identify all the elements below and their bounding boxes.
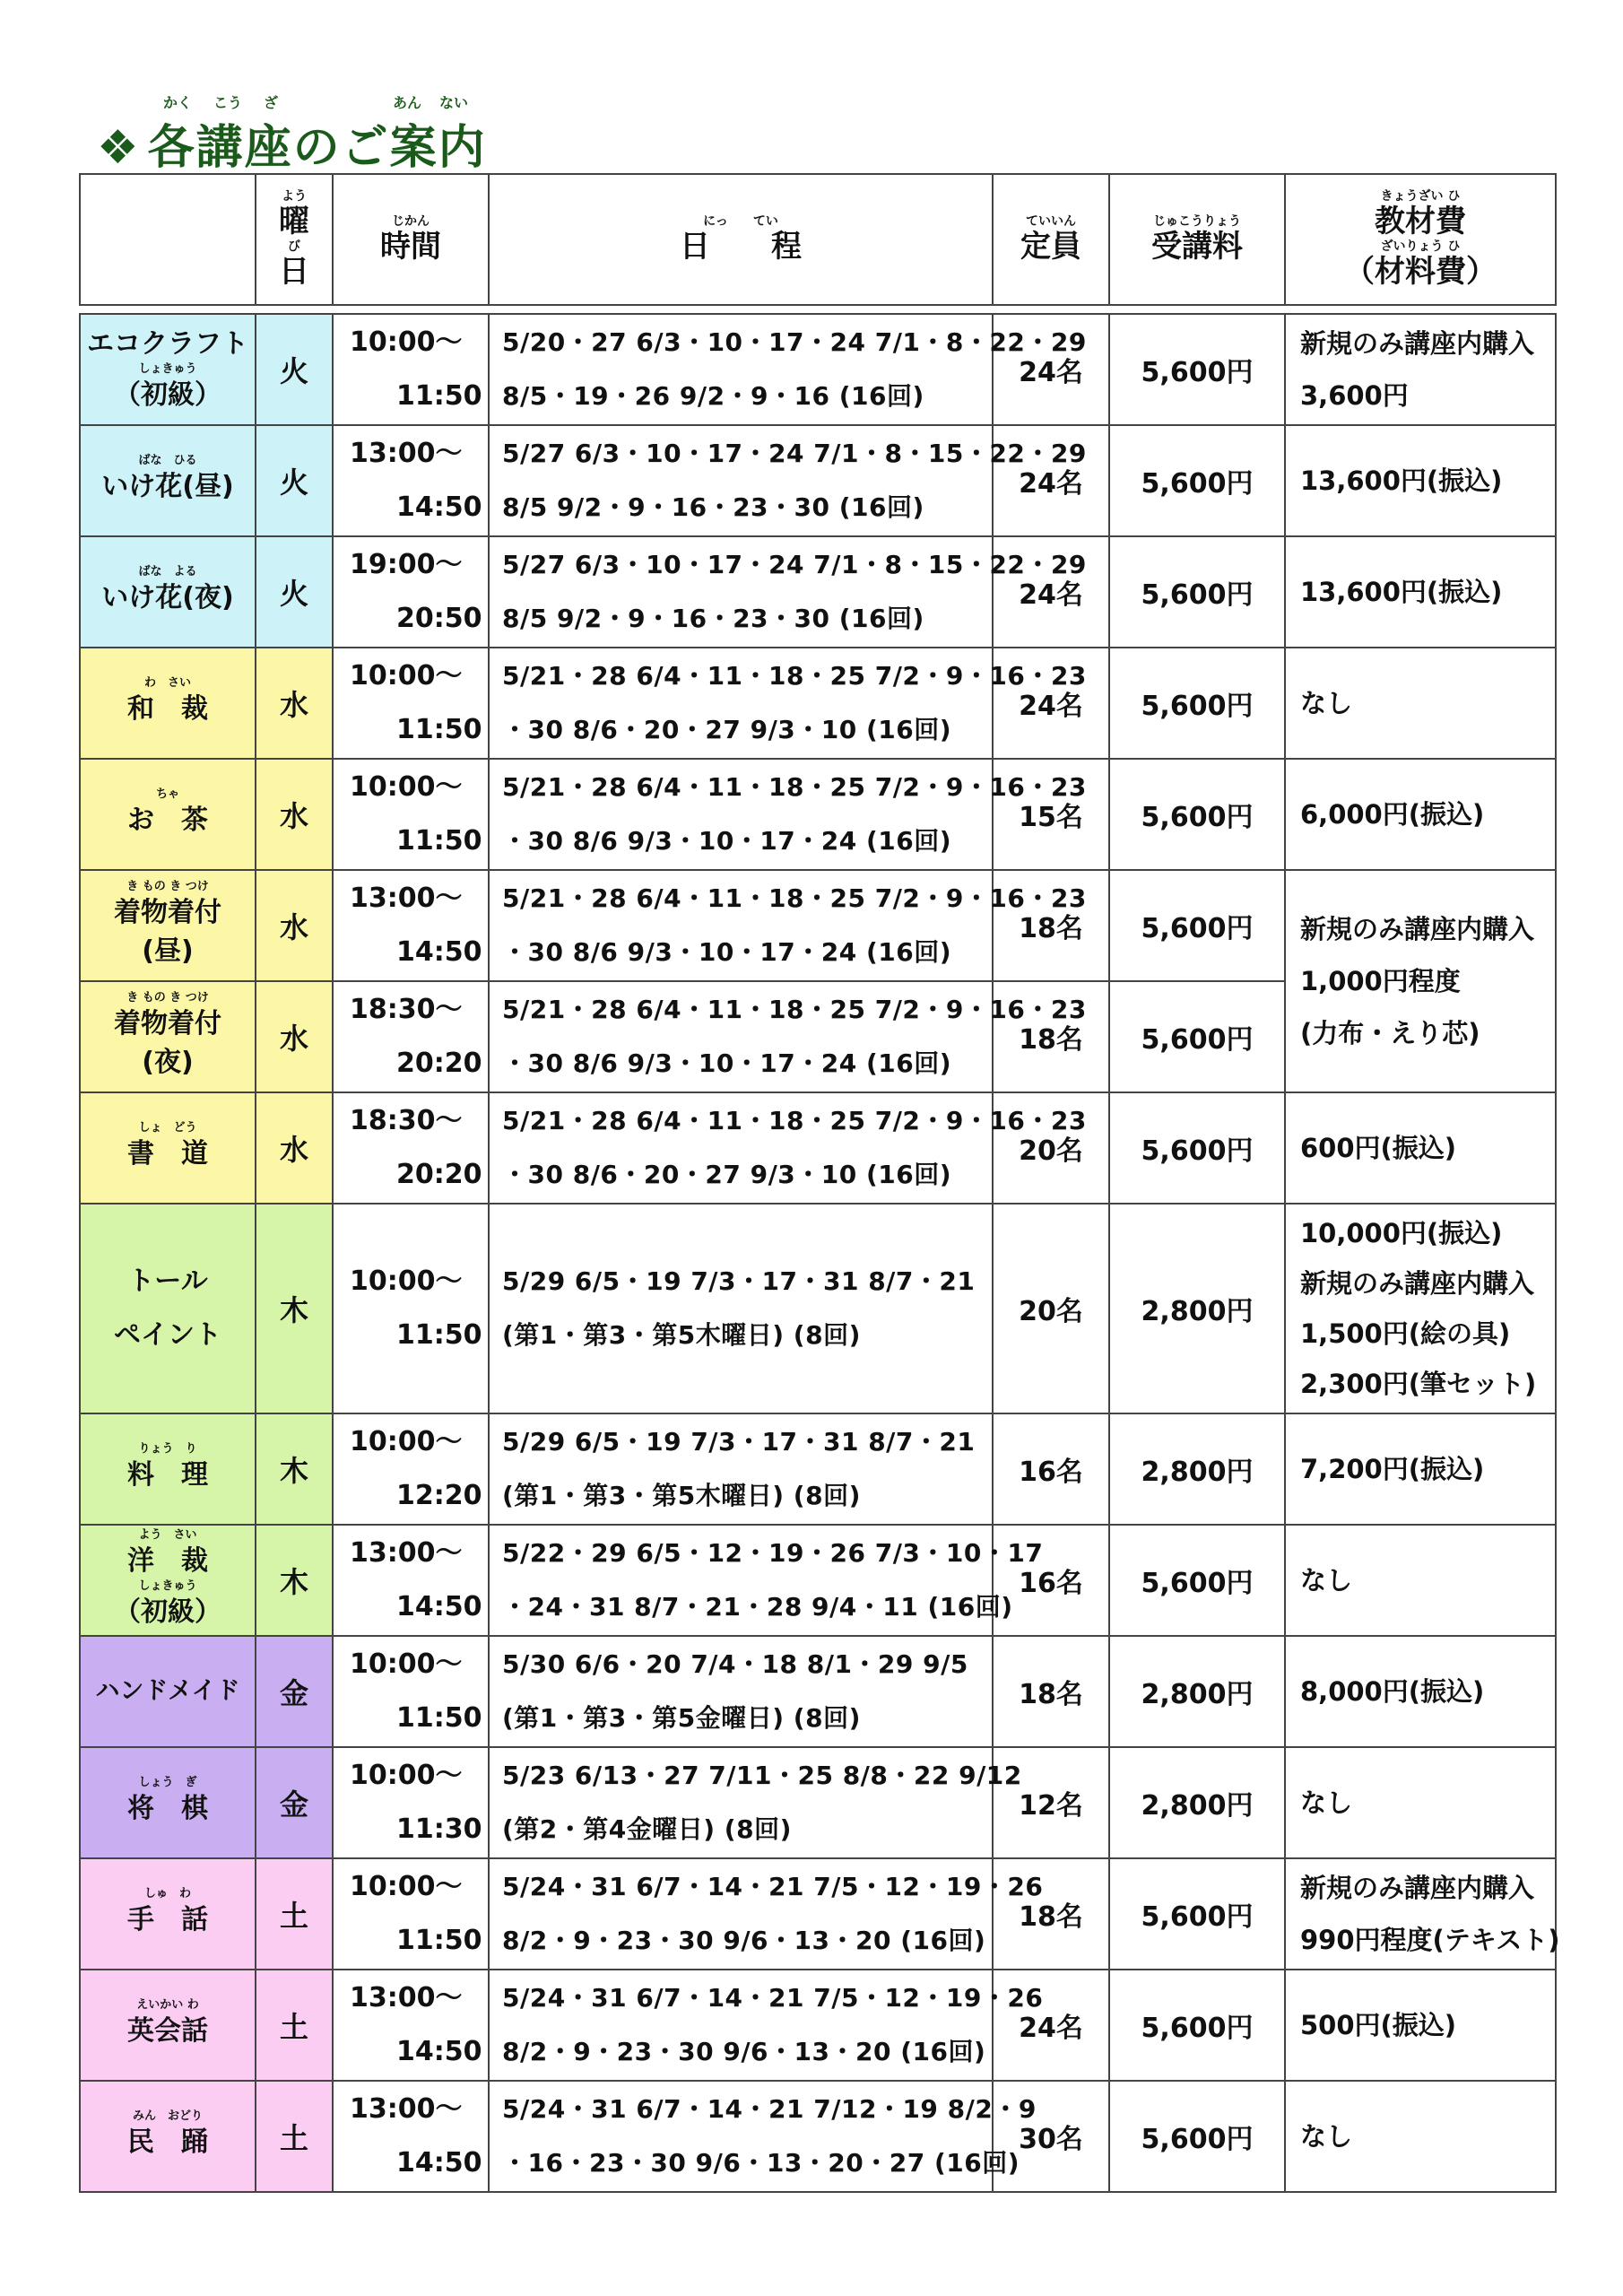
title-ruby-kou: こう	[213, 94, 243, 111]
time-end: 20:20	[396, 1048, 482, 1079]
course-name-sub: (昼)	[142, 935, 194, 967]
course-schedule	[489, 1636, 993, 1747]
course-fee: 5,600円	[1109, 981, 1285, 1092]
course-name	[80, 870, 256, 981]
course-day: 水	[256, 981, 333, 1092]
course-capacity: 15名	[993, 759, 1109, 870]
header-time-ruby: じかん	[392, 214, 430, 229]
course-fee: 5,600円	[1109, 759, 1285, 870]
schedule-line2: ・30 8/6・20・27 9/3・10 (16回)	[502, 715, 952, 744]
schedule-line2: 8/5 9/2・9・16・23・30 (16回)	[502, 604, 924, 633]
course-capacity: 18名	[993, 1858, 1109, 1970]
time-start: 10:00～	[350, 1760, 463, 1791]
schedule-line1: 5/27 6/3・10・17・24 7/1・8・15・22・29	[502, 550, 1087, 579]
course-fee: 5,600円	[1109, 536, 1285, 648]
course-name-ruby: わ さい	[143, 676, 191, 691]
course-fee: 2,800円	[1109, 1636, 1285, 1747]
course-time	[333, 536, 489, 648]
course-fee: 5,600円	[1109, 1858, 1285, 1970]
course-name-ruby: しゅ わ	[143, 1887, 191, 1901]
time-end: 20:50	[396, 603, 482, 634]
schedule-line2: ・16・23・30 9/6・13・20・27 (16回)	[502, 2148, 1020, 2178]
time-start: 10:00～	[350, 1871, 463, 1902]
material-line2: 3,600円	[1300, 380, 1409, 411]
course-day: 金	[256, 1636, 333, 1747]
schedule-line2: ・30 8/6・20・27 9/3・10 (16回)	[502, 1160, 952, 1189]
header-fee-ruby: じゅこうりょう	[1153, 214, 1241, 229]
material-line1: 新規のみ講座内購入	[1300, 328, 1535, 359]
course-schedule	[489, 1747, 1022, 1858]
course-name-text: 着物着付	[114, 896, 221, 928]
schedule-line1: 5/29 6/5・19 7/3・17・31 8/7・21	[502, 1427, 976, 1457]
schedule-line2: 8/2・9・23・30 9/6・13・20 (16回)	[502, 1926, 986, 1955]
course-name	[80, 981, 256, 1092]
course-capacity: 24名	[993, 1970, 1109, 2081]
course-name-ruby: えいかい わ	[136, 1998, 199, 2013]
schedule-line1: 5/27 6/3・10・17・24 7/1・8・15・22・29	[502, 439, 1087, 468]
course-fee: 5,600円	[1109, 648, 1285, 759]
schedule-line1: 5/24・31 6/7・14・21 7/5・12・19・26	[502, 1983, 1044, 2013]
course-day: 水	[256, 759, 333, 870]
time-start: 13:00～	[350, 1537, 463, 1569]
table-row	[80, 870, 1556, 981]
course-material	[1285, 648, 1556, 759]
schedule-line2: (第2・第4金曜日) (8回)	[502, 1814, 792, 1844]
header-gap	[80, 305, 1556, 314]
course-name-ruby: しょ どう	[138, 1121, 197, 1135]
header-row	[80, 174, 1556, 305]
header-capacity	[993, 174, 1109, 305]
material-line3: (力布・えり芯)	[1300, 1018, 1480, 1048]
course-time	[333, 1858, 489, 1970]
course-name-text: 民 踊	[127, 2126, 208, 2159]
course-name-text: 書 道	[127, 1138, 208, 1170]
header-day-ruby2: び	[288, 239, 300, 254]
course-name-ruby: しょきゅう	[138, 362, 197, 376]
course-time	[333, 425, 489, 536]
time-start: 13:00～	[350, 883, 463, 914]
table-row	[80, 1858, 1556, 1970]
header-material-label: 教材費	[1375, 204, 1466, 239]
table-row	[80, 314, 1556, 425]
course-name-text: 和 裁	[127, 693, 208, 726]
course-capacity: 12名	[993, 1747, 1109, 1858]
schedule-line1: 5/24・31 6/7・14・21 7/5・12・19・26	[502, 1872, 1044, 1901]
time-start: 10:00～	[350, 660, 463, 691]
course-day: 木	[256, 1413, 333, 1525]
material-line1: なし	[1300, 688, 1353, 718]
table-row	[80, 759, 1556, 870]
course-day: 土	[256, 1858, 333, 1970]
header-day-main: 曜	[279, 204, 309, 239]
table-row	[80, 2081, 1556, 2192]
course-material	[1285, 2081, 1556, 2192]
course-day: 木	[256, 1525, 333, 1636]
course-name-text: トール	[127, 1265, 208, 1297]
schedule-line1: 5/20・27 6/3・10・17・24 7/1・8・22・29	[502, 327, 1087, 357]
time-start: 10:00～	[350, 1648, 463, 1680]
material-line2: 990円程度(テキスト)	[1300, 1925, 1560, 1955]
time-end: 20:20	[396, 1159, 482, 1190]
material-line3: 1,500円(絵の具)	[1300, 1318, 1511, 1349]
material-line1: 6,000円(振込)	[1300, 799, 1485, 830]
schedule-line2: (第1・第3・第5木曜日) (8回)	[502, 1481, 861, 1510]
course-name-ruby: よう さい	[138, 1527, 197, 1542]
material-line1: 600円(振込)	[1300, 1133, 1457, 1163]
schedule-line2: 8/5 9/2・9・16・23・30 (16回)	[502, 492, 924, 522]
time-end: 14:50	[396, 1591, 482, 1622]
course-material	[1285, 870, 1556, 1092]
course-time	[333, 1204, 489, 1413]
schedule-line1: 5/21・28 6/4・11・18・25 7/2・9・16・23	[502, 772, 1087, 802]
course-material	[1285, 314, 1556, 425]
course-time	[333, 314, 489, 425]
header-day-main2: 日	[279, 254, 309, 290]
header-time	[333, 174, 489, 305]
course-fee: 5,600円	[1109, 1525, 1285, 1636]
table-row	[80, 536, 1556, 648]
material-line1: なし	[1300, 1565, 1353, 1596]
course-name-sub: （初級）	[114, 379, 221, 411]
header-schedule-label: 日 程	[680, 229, 802, 265]
course-name	[80, 1636, 256, 1747]
course-material	[1285, 1525, 1556, 1636]
course-material	[1285, 1636, 1556, 1747]
course-fee: 2,800円	[1109, 1747, 1285, 1858]
schedule-line2: ・30 8/6 9/3・10・17・24 (16回)	[502, 826, 952, 856]
course-time	[333, 2081, 489, 2192]
title-ruby-za: ざ	[264, 94, 279, 111]
course-fee: 5,600円	[1109, 1092, 1285, 1204]
schedule-line2: (第1・第3・第5木曜日) (8回)	[502, 1320, 861, 1350]
course-name	[80, 1970, 256, 2081]
course-time	[333, 1636, 489, 1747]
material-line1: 500円(振込)	[1300, 2010, 1457, 2040]
course-schedule	[489, 1970, 1044, 2081]
schedule-line2: ・30 8/6 9/3・10・17・24 (16回)	[502, 937, 952, 967]
course-name-text: 着物着付	[114, 1007, 221, 1039]
course-day: 水	[256, 1092, 333, 1204]
course-name-text: お 茶	[127, 804, 208, 837]
course-day: 土	[256, 1970, 333, 2081]
course-name-ruby: みん おどり	[132, 2109, 203, 2124]
header-schedule	[489, 174, 993, 305]
course-schedule	[489, 1413, 993, 1525]
course-name	[80, 1747, 256, 1858]
material-line4: 2,300円(筆セット)	[1300, 1369, 1537, 1399]
time-start: 18:30～	[350, 1105, 463, 1136]
course-material	[1285, 759, 1556, 870]
title-ruby-nai: ない	[439, 94, 469, 111]
course-material	[1285, 1858, 1560, 1970]
course-name-text: 料 理	[127, 1459, 208, 1492]
schedule-line1: 5/21・28 6/4・11・18・25 7/2・9・16・23	[502, 883, 1087, 913]
header-fee-label: 受講料	[1151, 229, 1243, 265]
course-material	[1285, 1970, 1556, 2081]
course-name-text: ハンドメイド	[95, 1677, 240, 1706]
course-name-ruby: き もの き つけ	[126, 990, 209, 1004]
course-material	[1285, 1092, 1556, 1204]
time-start: 13:00～	[350, 2093, 463, 2125]
material-line1: 新規のみ講座内購入	[1300, 1873, 1535, 1903]
course-capacity: 18名	[993, 1636, 1109, 1747]
course-capacity: 24名	[993, 536, 1109, 648]
course-name	[80, 1525, 256, 1636]
table-row	[80, 1525, 1556, 1636]
course-name-ruby: き もの き つけ	[126, 879, 209, 893]
course-schedule	[489, 2081, 1037, 2192]
schedule-line1: 5/29 6/5・19 7/3・17・31 8/7・21	[502, 1266, 976, 1296]
page-title	[97, 109, 487, 177]
schedule-line1: 5/23 6/13・27 7/11・25 8/8・22 9/12	[502, 1761, 1022, 1790]
header-material-label2: （材料費）	[1344, 254, 1497, 290]
header-material-ruby2: ざいりょう ひ	[1380, 239, 1461, 254]
time-start: 10:00～	[350, 326, 463, 358]
course-time	[333, 1747, 489, 1858]
schedule-line1: 5/21・28 6/4・11・18・25 7/2・9・16・23	[502, 661, 1087, 691]
course-day: 土	[256, 2081, 333, 2192]
course-name	[80, 2081, 256, 2192]
title-ruby-kaku: かく	[163, 94, 193, 111]
course-capacity: 18名	[993, 870, 1109, 981]
course-name	[80, 1092, 256, 1204]
course-name-ruby: しょう ぎ	[138, 1776, 197, 1790]
course-fee: 5,600円	[1109, 2081, 1285, 2192]
course-capacity: 16名	[993, 1525, 1109, 1636]
time-start: 10:00～	[350, 1265, 463, 1297]
header-name	[80, 174, 256, 305]
course-name-ruby: ばな ひる	[138, 454, 197, 468]
time-end: 11:50	[396, 380, 482, 412]
course-fee: 5,600円	[1109, 425, 1285, 536]
time-end: 11:30	[396, 1813, 482, 1845]
course-material	[1285, 1747, 1556, 1858]
material-line1: 10,000円(振込)	[1300, 1218, 1503, 1248]
material-line1: 7,200円(振込)	[1300, 1454, 1485, 1484]
material-line1: 新規のみ講座内購入	[1300, 914, 1535, 944]
course-time	[333, 1970, 489, 2081]
course-capacity: 24名	[993, 648, 1109, 759]
course-name-sub: （初級）	[114, 1596, 221, 1628]
schedule-line1: 5/30 6/6・20 7/4・18 8/1・29 9/5	[502, 1649, 968, 1679]
table-row	[80, 1747, 1556, 1858]
title-ruby-an: あん	[393, 94, 422, 111]
time-end: 11:50	[396, 1702, 482, 1734]
table-row	[80, 1636, 1556, 1747]
course-schedule	[489, 1858, 1044, 1970]
header-time-label: 時間	[380, 229, 441, 265]
time-start: 10:00～	[350, 1426, 463, 1457]
course-day: 木	[256, 1204, 333, 1413]
schedule-line1: 5/21・28 6/4・11・18・25 7/2・9・16・23	[502, 995, 1087, 1024]
course-fee: 5,600円	[1109, 870, 1285, 981]
course-capacity: 24名	[993, 425, 1109, 536]
header-material-ruby: きょうざい ひ	[1380, 189, 1461, 204]
course-name-sub: (夜)	[142, 1047, 194, 1078]
header-day	[256, 174, 333, 305]
course-name-text: 手 話	[127, 1904, 208, 1936]
course-capacity: 18名	[993, 981, 1109, 1092]
schedule-line1: 5/24・31 6/7・14・21 7/12・19 8/2・9	[502, 2094, 1037, 2124]
time-end: 11:50	[396, 1925, 482, 1956]
course-time	[333, 1413, 489, 1525]
course-fee: 2,800円	[1109, 1413, 1285, 1525]
course-name	[80, 314, 256, 425]
time-end: 14:50	[396, 491, 482, 523]
time-end: 11:50	[396, 714, 482, 745]
course-capacity: 24名	[993, 314, 1109, 425]
course-table	[79, 173, 1560, 2193]
course-name-text: 将 棋	[127, 1793, 208, 1825]
course-day: 水	[256, 648, 333, 759]
time-start: 18:30～	[350, 994, 463, 1025]
course-material	[1285, 425, 1556, 536]
course-material	[1285, 536, 1556, 648]
course-name-sub: ペイント	[114, 1319, 221, 1351]
course-name-ruby2: しょきゅう	[138, 1579, 197, 1593]
course-name-ruby: ばな よる	[138, 565, 197, 579]
course-time	[333, 759, 489, 870]
course-name-text: 洋 裁	[127, 1544, 208, 1577]
course-name-text: いけ花(昼)	[101, 471, 234, 503]
material-line1: 13,600円(振込)	[1300, 577, 1503, 607]
schedule-line1: 5/21・28 6/4・11・18・25 7/2・9・16・23	[502, 1106, 1087, 1135]
material-line1: 13,600円(振込)	[1300, 465, 1503, 496]
course-capacity: 20名	[993, 1204, 1109, 1413]
course-time	[333, 1092, 489, 1204]
material-line1: 8,000円(振込)	[1300, 1676, 1485, 1707]
time-end: 14:50	[396, 2147, 482, 2179]
header-day-ruby: よう	[282, 189, 307, 204]
header-fee	[1109, 174, 1285, 305]
course-day: 火	[256, 536, 333, 648]
schedule-line2: 8/2・9・23・30 9/6・13・20 (16回)	[502, 2037, 986, 2066]
table-row	[80, 648, 1556, 759]
course-fee: 5,600円	[1109, 1970, 1285, 2081]
time-end: 14:50	[396, 936, 482, 968]
course-day: 水	[256, 870, 333, 981]
course-schedule	[489, 1204, 993, 1413]
course-capacity: 20名	[993, 1092, 1109, 1204]
table-row	[80, 1970, 1556, 2081]
time-end: 14:50	[396, 2036, 482, 2067]
time-end: 12:20	[396, 1480, 482, 1511]
course-name	[80, 1858, 256, 1970]
material-line2: 1,000円程度	[1300, 966, 1461, 996]
course-material	[1285, 1413, 1556, 1525]
course-name-text: エコクラフト	[87, 327, 248, 360]
schedule-line2: ・30 8/6 9/3・10・17・24 (16回)	[502, 1048, 952, 1078]
time-start: 10:00～	[350, 771, 463, 803]
course-time	[333, 870, 489, 981]
course-capacity: 16名	[993, 1413, 1109, 1525]
course-name	[80, 1413, 256, 1525]
course-time	[333, 981, 489, 1092]
material-line2: 新規のみ講座内購入	[1300, 1268, 1535, 1299]
course-name-ruby: りょう り	[138, 1442, 197, 1457]
course-schedule	[489, 1525, 1044, 1636]
course-name-ruby: ちゃ	[155, 787, 179, 802]
page-title-text: 各講座のご案内	[147, 121, 487, 175]
course-time	[333, 648, 489, 759]
table-row	[80, 1413, 1556, 1525]
course-fee: 5,600円	[1109, 314, 1285, 425]
course-name	[80, 648, 256, 759]
course-name	[80, 1204, 256, 1413]
course-name	[80, 759, 256, 870]
time-end: 11:50	[396, 825, 482, 857]
material-line1: なし	[1300, 1787, 1353, 1818]
time-end: 11:50	[396, 1319, 482, 1351]
course-day: 金	[256, 1747, 333, 1858]
course-capacity: 30名	[993, 2081, 1109, 2192]
material-line1: なし	[1300, 2121, 1353, 2152]
time-start: 13:00～	[350, 1982, 463, 2013]
course-name	[80, 536, 256, 648]
header-capacity-ruby: ていいん	[1026, 214, 1076, 229]
table-row	[80, 425, 1556, 536]
course-name	[80, 425, 256, 536]
time-start: 19:00～	[350, 549, 463, 580]
course-name-text: 英会話	[127, 2015, 208, 2048]
schedule-line2: (第1・第3・第5金曜日) (8回)	[502, 1703, 861, 1733]
course-time	[333, 1525, 489, 1636]
course-fee: 2,800円	[1109, 1204, 1285, 1413]
schedule-line2: ・24・31 8/7・21・28 9/4・11 (16回)	[502, 1592, 1013, 1622]
course-name-text: いけ花(夜)	[101, 582, 234, 614]
table-row	[80, 1092, 1556, 1204]
course-day: 火	[256, 425, 333, 536]
schedule-line1: 5/22・29 6/5・12・19・26 7/3・10・17	[502, 1538, 1044, 1568]
header-capacity-label: 定員	[1020, 229, 1081, 265]
course-material	[1285, 1204, 1556, 1413]
time-start: 13:00～	[350, 438, 463, 469]
diamond-icon: ❖	[97, 121, 141, 175]
schedule-line2: 8/5・19・26 9/2・9・16 (16回)	[502, 381, 924, 411]
header-schedule-ruby: にっ てい	[703, 214, 778, 229]
course-day: 火	[256, 314, 333, 425]
header-material	[1285, 174, 1556, 305]
table-row	[80, 1204, 1556, 1413]
